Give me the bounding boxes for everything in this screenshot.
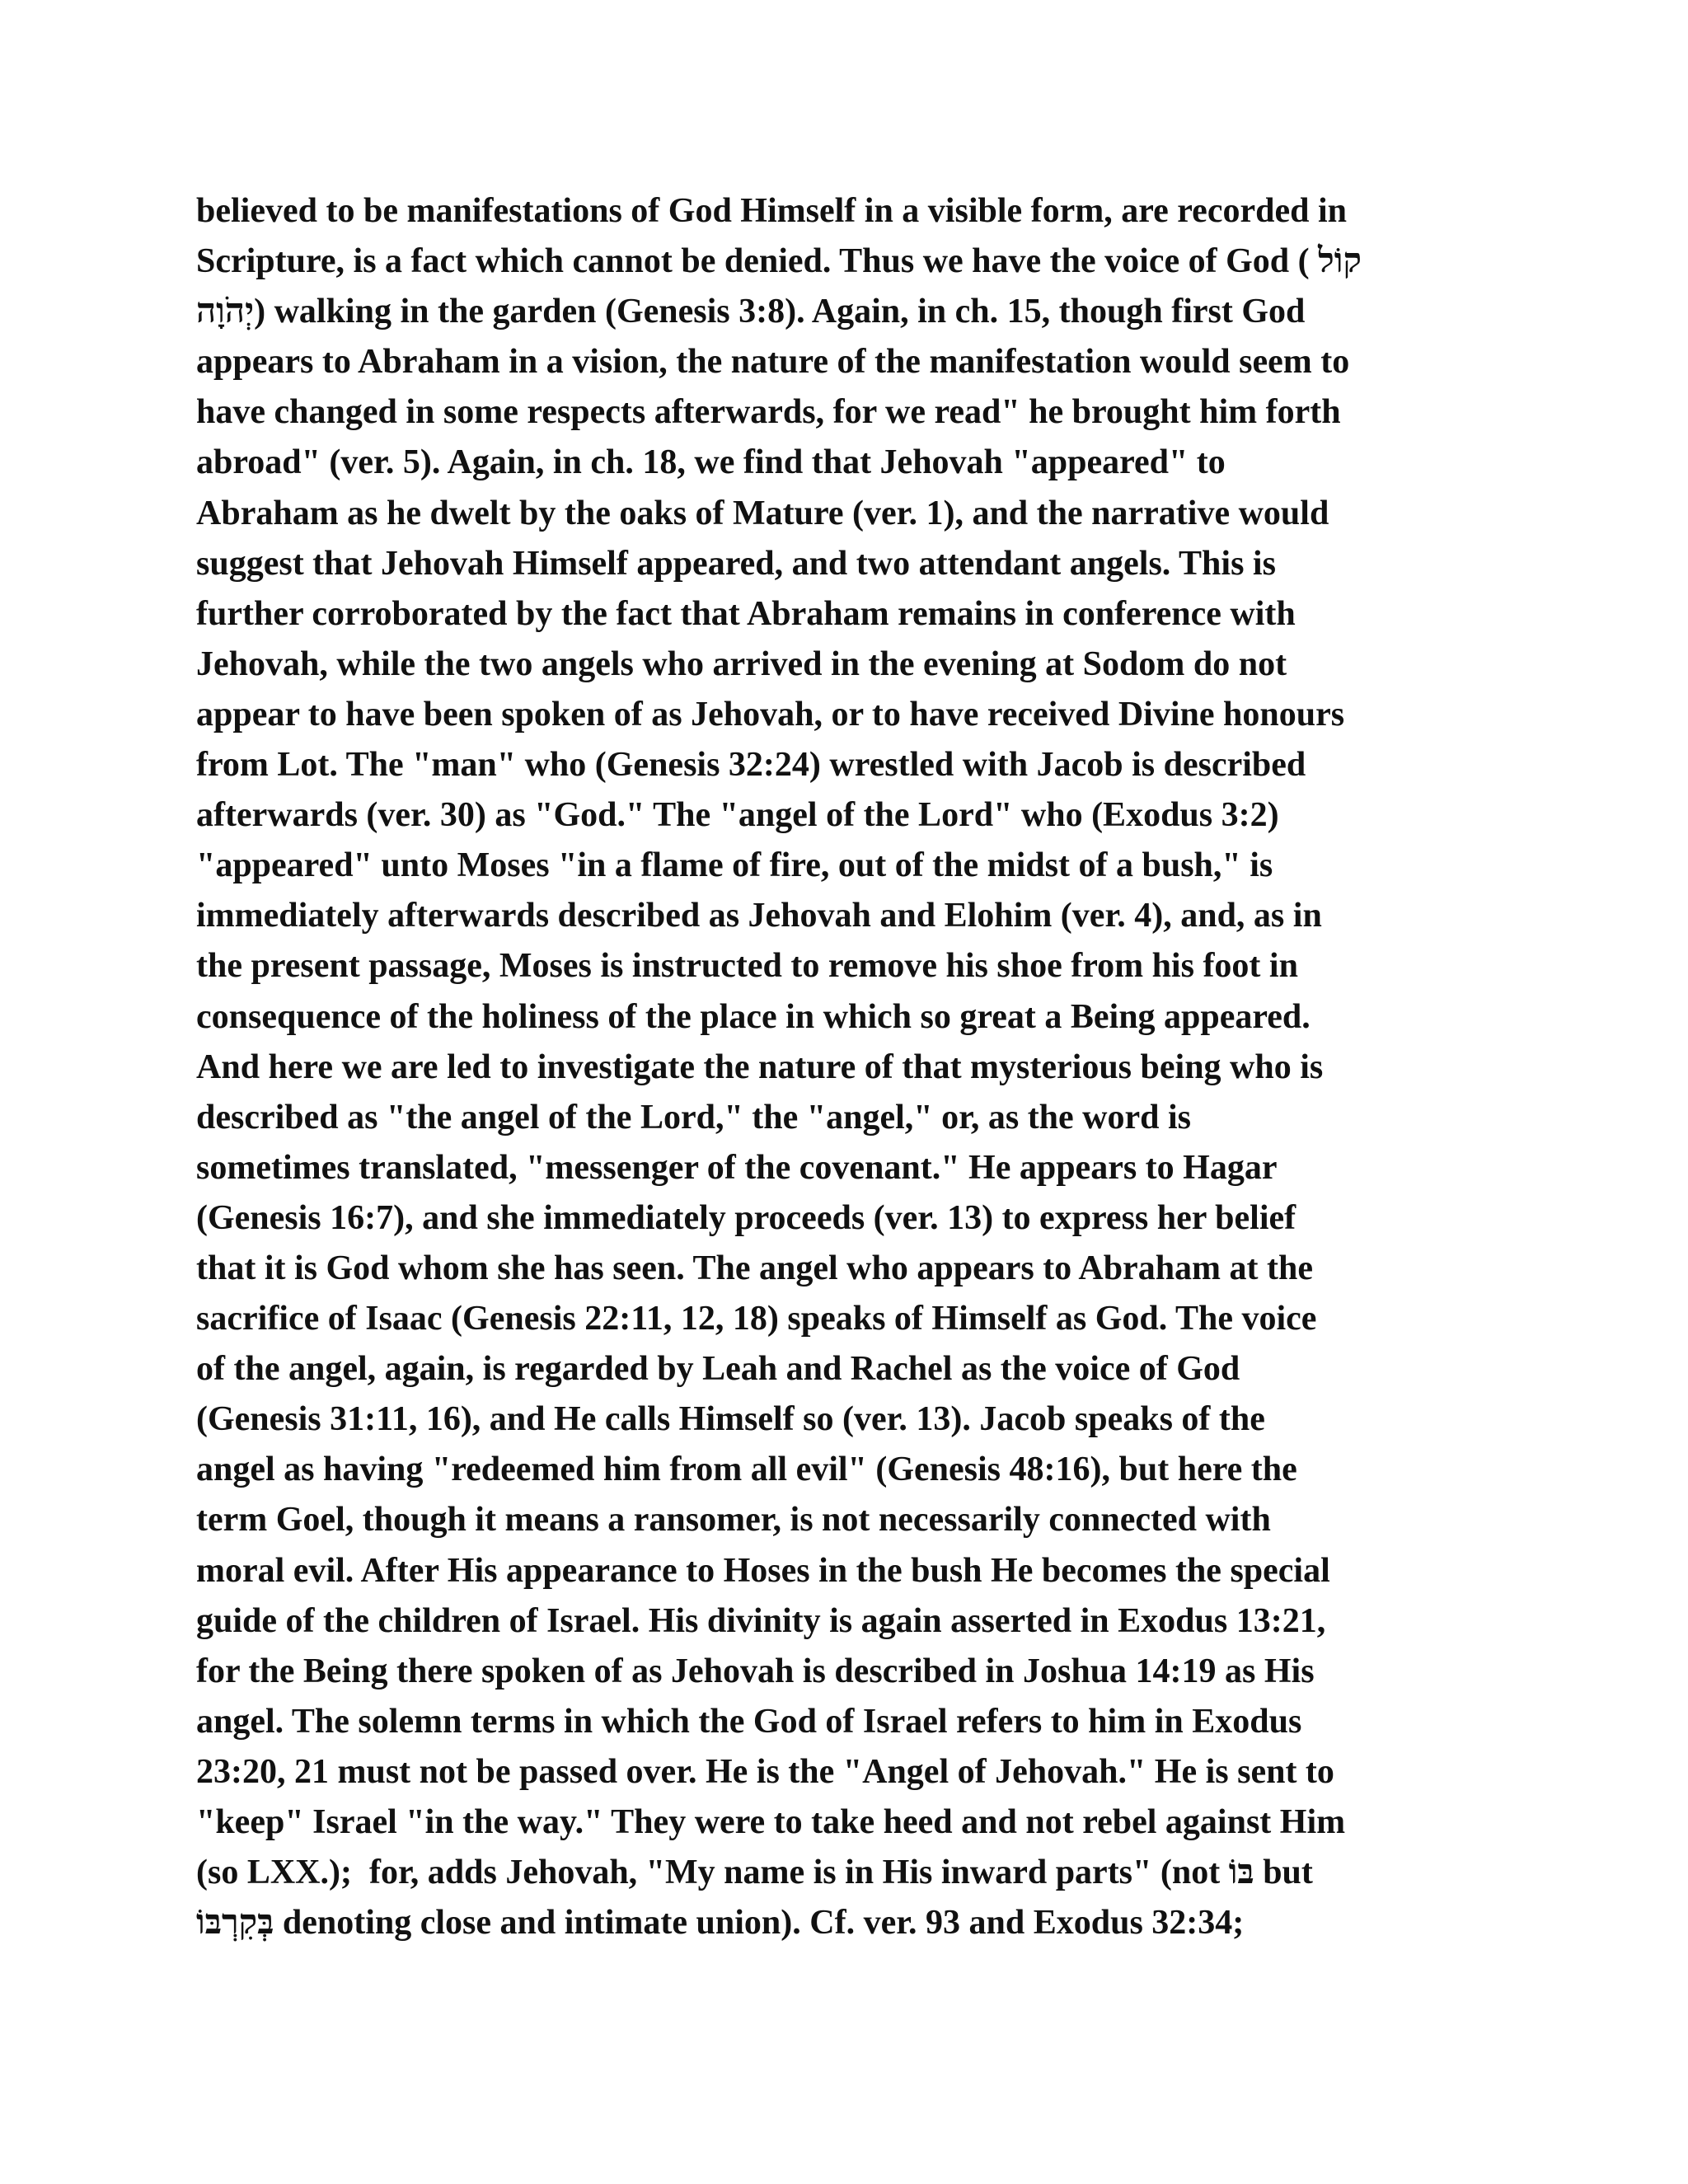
text-line: sacrifice of Isaac (Genesis 22:11, 12, 18) speaks of Himself as God. The voice [196, 1300, 1317, 1338]
text-line: בְּקִרְבּוֹ denoting close and intimate union). Cf. ver. 93 and Exodus 32:34; [196, 1904, 1245, 1943]
text-line: (Genesis 16:7), and she immediately proceeds (ver. 13) to express her belief [196, 1198, 1296, 1237]
text-line: "keep" Israel "in the way." They were to take heed and not rebel against Him [196, 1803, 1346, 1841]
text-line: abroad" (ver. 5). Again, in ch. 18, we find that Jehovah "appeared" to [196, 443, 1226, 482]
text-line: appear to have been spoken of as Jehovah, or to have received Divine honours [196, 695, 1345, 733]
text-line: And here we are led to investigate the nature of that mysterious being who is [196, 1047, 1324, 1086]
text-line: that it is God whom she has seen. The angel who appears to Abraham at the [196, 1249, 1314, 1287]
text-line: from Lot. The "man" who (Genesis 32:24) wrestled with Jacob is described [196, 746, 1306, 785]
text-line: moral evil. After His appearance to Hoses in the bush He becomes the special [196, 1551, 1330, 1590]
text-line: sometimes translated, "messenger of the covenant." He appears to Hagar [196, 1148, 1278, 1187]
text-line: Jehovah, while the two angels who arrived in the evening at Sodom do not [196, 644, 1287, 683]
text-line: angel. The solemn terms in which the God of Israel refers to him in Exodus [196, 1702, 1302, 1741]
text-line: have changed in some respects afterwards, for we read" he brought him forth [196, 393, 1341, 432]
text-line: 23:20, 21 must not be passed over. He is the "Angel of Jehovah." He is sent to [196, 1752, 1334, 1791]
text-line: afterwards (ver. 30) as "God." The "angel of the Lord" who (Exodus 3:2) [196, 796, 1279, 835]
text-line: Abraham as he dwelt by the oaks of Mature (ver. 1), and the narrative would [196, 494, 1329, 532]
text-line: described as "the angel of the Lord," the "angel," or, as the word is [196, 1098, 1192, 1137]
text-line: Scripture, is a fact which cannot be denied. Thus we have the voice of God ( קוֹל [196, 242, 1362, 281]
text-line: suggest that Jehovah Himself appeared, and two attendant angels. This is [196, 544, 1276, 583]
text-line: יְהֹוָה) walking in the garden (Genesis 3:8). Again, in ch. 15, though first God [196, 293, 1306, 331]
body-text [196, 186, 1498, 1948]
text-line: for the Being there spoken of as Jehovah is described in Joshua 14:19 as His [196, 1652, 1315, 1690]
text-line: further corroborated by the fact that Abraham remains in conference with [196, 594, 1296, 633]
text-line: (so LXX.); for, adds Jehovah, "My name is in His inward parts" (not בּוֹ but [196, 1854, 1313, 1892]
text-line: of the angel, again, is regarded by Leah and Rachel as the voice of God [196, 1350, 1240, 1389]
text-line: angel as having "redeemed him from all evil" (Genesis 48:16), but here the [196, 1451, 1297, 1489]
text-line: immediately afterwards described as Jehovah and Elohim (ver. 4), and, as in [196, 897, 1322, 935]
text-line: "appeared" unto Moses "in a flame of fire, out of the midst of a bush," is [196, 846, 1273, 885]
text-line: guide of the children of Israel. His divinity is again asserted in Exodus 13:21, [196, 1601, 1326, 1640]
text-line: (Genesis 31:11, 16), and He calls Himself so (ver. 13). Jacob speaks of the [196, 1400, 1265, 1439]
text-line: appears to Abraham in a vision, the nature of the manifestation would seem to [196, 343, 1350, 382]
text-line: believed to be manifestations of God Himself in a visible form, are recorded in [196, 192, 1347, 230]
text-line: consequence of the holiness of the place in which so great a Being appeared. [196, 997, 1311, 1036]
text-line: the present passage, Moses is instructed to remove his shoe from his foot in [196, 947, 1298, 986]
text-line: term Goel, though it means a ransomer, is not necessarily connected with [196, 1501, 1271, 1540]
